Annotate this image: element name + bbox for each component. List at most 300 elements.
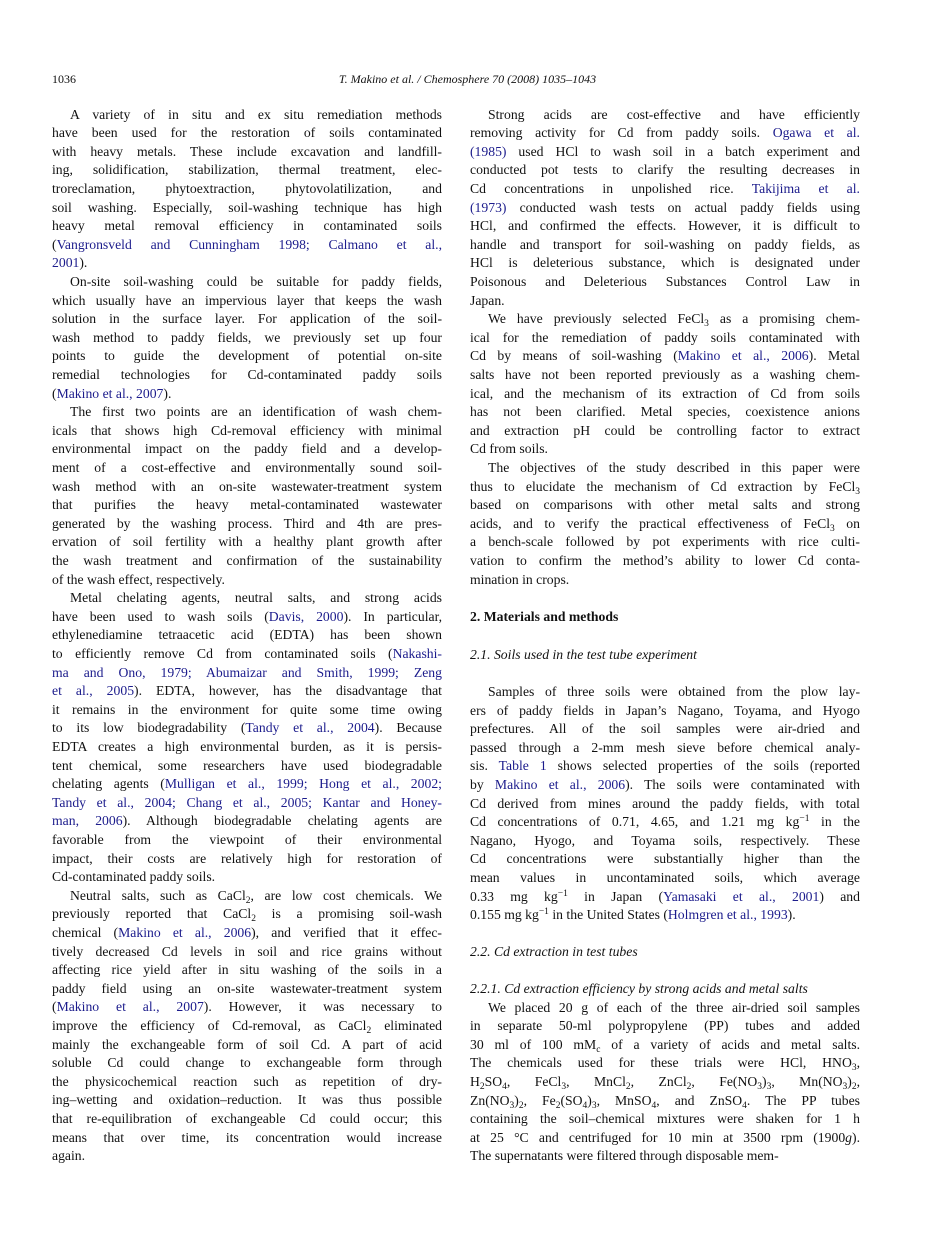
text-line bbox=[52, 1147, 442, 1166]
text-line bbox=[470, 440, 860, 459]
text-run: ( bbox=[52, 385, 57, 401]
text-line bbox=[52, 236, 442, 255]
text-line bbox=[52, 701, 442, 720]
paragraph bbox=[470, 310, 860, 459]
subscript: 4 bbox=[651, 1100, 657, 1111]
text-run: ). EDTA, however, has the disadvantage that bbox=[134, 683, 442, 699]
text-run: soil washing. Especially, soil-washing technique has high bbox=[52, 199, 442, 215]
paragraph bbox=[52, 106, 442, 273]
subscript: 4 bbox=[742, 1100, 747, 1111]
citation-link[interactable]: Ogawa et al. bbox=[772, 125, 860, 141]
text-line bbox=[470, 1147, 860, 1166]
subscript: 2 bbox=[479, 1082, 485, 1092]
text-run: Neutral salts, such as CaCl bbox=[70, 887, 246, 903]
text-run: have been used for the restoration of soils contaminated bbox=[52, 125, 442, 141]
text-line bbox=[52, 329, 442, 348]
citation-link[interactable]: Makino et al., 2006 bbox=[677, 348, 809, 364]
text-line bbox=[470, 199, 860, 218]
text-line bbox=[470, 869, 860, 888]
text-line bbox=[52, 775, 442, 794]
subscript: 3 bbox=[561, 1082, 567, 1092]
text-line bbox=[52, 571, 442, 590]
text-line bbox=[52, 608, 442, 627]
text-line bbox=[52, 403, 442, 422]
text-run: ethylenediamine tetraacetic acid (EDTA) has been shown bbox=[52, 627, 442, 643]
text-run: ( bbox=[52, 999, 57, 1015]
citation-link[interactable]: Nakashi- bbox=[392, 646, 442, 662]
text-line bbox=[52, 124, 442, 143]
text-run: environmental impact on the paddy field and a develop- bbox=[52, 441, 442, 457]
text-run: On-site soil-washing could be suitable for paddy fields, bbox=[70, 274, 442, 290]
text-line bbox=[52, 719, 442, 738]
text-run: in separate 50-ml polypropylene (PP) tubes and added bbox=[470, 1018, 860, 1034]
citation-link[interactable]: Tandy et al., 2004; Chang et al., 2005; Kantar and Honey- bbox=[52, 794, 442, 810]
text-line bbox=[470, 533, 860, 552]
text-line bbox=[470, 329, 860, 348]
text-line bbox=[52, 924, 442, 943]
text-run: ( bbox=[52, 236, 57, 252]
text-run: it remains in the environment for quite some time owing bbox=[52, 701, 442, 717]
subscript: 3 bbox=[851, 1063, 857, 1074]
text-line bbox=[470, 1017, 860, 1036]
text-run: sis. bbox=[470, 758, 499, 774]
text-run: 0.33 mg kg bbox=[470, 888, 558, 904]
text-run: , bbox=[856, 1055, 860, 1071]
text-run: , are low cost chemicals. We bbox=[250, 887, 442, 903]
text-run: at 25 °C and centrifuged for 10 min at 3500 rpm (1900 bbox=[470, 1129, 846, 1145]
text-run: again. bbox=[52, 1148, 86, 1164]
citation-link[interactable]: Makino et al., 2007 bbox=[56, 999, 204, 1015]
text-run: based on comparisons with other metal salts and strong bbox=[470, 497, 860, 513]
text-run: eliminated bbox=[371, 1018, 442, 1034]
text-line bbox=[470, 403, 860, 422]
text-line bbox=[52, 292, 442, 311]
text-line bbox=[470, 478, 860, 497]
text-run: on bbox=[834, 515, 860, 531]
text-run: wash method to paddy fields, we previously set up four bbox=[52, 329, 442, 345]
text-line bbox=[52, 589, 442, 608]
text-run: ). bbox=[852, 1129, 860, 1145]
text-run: We have previously selected FeCl bbox=[488, 311, 705, 327]
text-run: mean values in uncontaminated soils, which average bbox=[470, 869, 860, 885]
paragraph bbox=[470, 683, 860, 925]
text-line bbox=[470, 888, 860, 907]
text-run: removing activity for Cd from paddy soils. bbox=[470, 125, 773, 141]
citation-link[interactable]: Table 1 bbox=[498, 758, 547, 774]
text-run: that purifies the heavy metal-contaminated wastewater bbox=[52, 497, 442, 513]
italic-text: g bbox=[845, 1129, 853, 1145]
text-run: acids, and to verify the practical effectiveness of FeCl bbox=[470, 515, 831, 531]
text-run: to efficiently remove Cd from contaminated soils ( bbox=[52, 646, 393, 662]
text-run: of a variety of acids and metal salts. bbox=[600, 1036, 860, 1052]
text-run: ). Because bbox=[374, 720, 442, 736]
superscript: −1 bbox=[557, 888, 568, 899]
paragraph bbox=[52, 589, 442, 887]
text-run: ical for the remediation of paddy soils contaminated with bbox=[470, 329, 860, 345]
text-run: , FeCl bbox=[506, 1074, 562, 1090]
text-line bbox=[470, 757, 860, 776]
subscript: 3 bbox=[855, 486, 860, 497]
text-run: ). bbox=[163, 385, 172, 401]
text-run: , ZnCl bbox=[630, 1074, 687, 1090]
text-line bbox=[470, 739, 860, 758]
text-run: Cd concentrations of 0.71, 4.65, and 1.21 mg kg bbox=[470, 814, 800, 830]
text-run: Samples of three soils were obtained from the plow lay- bbox=[488, 684, 860, 699]
text-line bbox=[52, 180, 442, 199]
text-run: the wash treatment and confirmation of the sustainability bbox=[52, 553, 442, 569]
paragraph bbox=[52, 887, 442, 1166]
text-run: ). Metal bbox=[808, 348, 860, 364]
text-line bbox=[52, 552, 442, 571]
text-line bbox=[52, 682, 442, 701]
text-line bbox=[52, 366, 442, 385]
text-run: wash method with an on-site wastewater-treatment system bbox=[52, 478, 442, 494]
text-run: chemical ( bbox=[52, 925, 119, 941]
text-line bbox=[52, 943, 442, 962]
text-run: conducted pot tests to clarify the resulting decreases in bbox=[470, 162, 860, 178]
text-line bbox=[470, 1129, 860, 1148]
text-run: conducted wash tests on actual paddy fields using bbox=[506, 199, 860, 215]
text-run: handle and transport for soil-washing on paddy fields, as bbox=[470, 236, 860, 252]
text-run: , and ZnSO bbox=[656, 1092, 743, 1108]
text-run: to its low biodegradability ( bbox=[52, 720, 246, 736]
text-run: ). Although biodegradable chelating agents are bbox=[122, 813, 442, 829]
text-run: mainly the exchangeable form of soil Cd. A part of acid bbox=[52, 1036, 442, 1052]
text-line bbox=[52, 1036, 442, 1055]
text-line bbox=[52, 347, 442, 366]
text-line bbox=[52, 422, 442, 441]
text-run: used HCl to wash soil in a batch experiment and bbox=[506, 143, 860, 159]
text-line bbox=[470, 292, 860, 311]
subscript: 2 bbox=[555, 1100, 561, 1111]
text-run: . The PP tubes bbox=[746, 1092, 860, 1108]
text-line bbox=[52, 812, 442, 831]
text-line bbox=[52, 1091, 442, 1110]
text-run: and extraction pH could be controlling factor to extract bbox=[470, 422, 860, 438]
superscript: −1 bbox=[538, 907, 549, 918]
text-run: (SO bbox=[560, 1092, 583, 1108]
text-line bbox=[52, 254, 442, 273]
text-run: EDTA creates a high environmental burden, as it is persis- bbox=[52, 739, 442, 755]
text-line bbox=[52, 310, 442, 329]
subscript: 3 bbox=[842, 1082, 848, 1092]
text-line bbox=[52, 757, 442, 776]
citation-link[interactable]: et al., 2005 bbox=[52, 683, 135, 699]
text-run: as a promising chem- bbox=[708, 311, 860, 327]
text-line bbox=[470, 1092, 860, 1111]
text-line bbox=[52, 831, 442, 850]
text-run: ing, solidification, stabilization, thermal treatment, elec- bbox=[52, 162, 442, 178]
text-line bbox=[470, 273, 860, 292]
text-run: The first two points are an identification of wash chem- bbox=[70, 404, 442, 420]
citation-link[interactable]: (1985) bbox=[470, 143, 507, 159]
text-run: ). bbox=[787, 907, 796, 923]
subscript: 4 bbox=[582, 1100, 588, 1111]
text-run: paddy field using an on-site wastewater-treatment system bbox=[52, 980, 442, 996]
paragraph bbox=[470, 999, 860, 1166]
text-run: soluble Cd could change to exchangeable form through bbox=[52, 1055, 442, 1071]
text-run: has not been clarified. Metal species, coexistence anions bbox=[470, 404, 860, 420]
text-run: Cd from soils. bbox=[470, 441, 548, 457]
text-line bbox=[52, 868, 442, 887]
text-run: HCl, and confirmed the effects. However, it is difficult to bbox=[470, 218, 860, 234]
text-run: ). The soils were contaminated with bbox=[625, 776, 860, 792]
text-line bbox=[470, 180, 860, 199]
text-line bbox=[52, 385, 442, 404]
text-run: ers of paddy fields in Japan’s Nagano, Toyama, and Hyogo bbox=[470, 702, 860, 718]
text-run: Cd derived from mines around the paddy fields, with total bbox=[470, 795, 860, 811]
text-run: Cd concentrations were substantially higher than the bbox=[470, 851, 860, 867]
text-line bbox=[52, 1017, 442, 1036]
text-run: The objectives of the study described in this paper were bbox=[488, 460, 860, 476]
text-line bbox=[470, 310, 860, 329]
text-run: We placed 20 g of each of the three air-dried soil samples bbox=[488, 999, 860, 1015]
text-run: A variety of in situ and ex situ remediation methods bbox=[70, 106, 442, 122]
subscript: 2 bbox=[518, 1100, 524, 1111]
text-run: troreclamation, phytoextraction, phytovolatilization, and bbox=[52, 181, 442, 197]
text-run: , Fe bbox=[523, 1092, 556, 1108]
text-line bbox=[470, 1073, 860, 1092]
text-run: 0.155 mg kg bbox=[470, 907, 539, 923]
text-run: a bench-scale followed by pot experiments with rice culti- bbox=[470, 534, 860, 550]
text-run: tent chemical, some researchers have used biodegradable bbox=[52, 757, 442, 773]
subscript: 2 bbox=[245, 895, 251, 906]
citation-link[interactable]: Yamasaki et al., 2001 bbox=[663, 888, 820, 904]
text-line bbox=[52, 199, 442, 218]
text-line bbox=[470, 999, 860, 1018]
text-line bbox=[52, 645, 442, 664]
text-line bbox=[52, 794, 442, 813]
citation-link[interactable]: 2001 bbox=[52, 255, 80, 271]
text-run: points to guide the development of potential on-site bbox=[52, 348, 442, 364]
text-run: containing the soil–chemical mixtures were shaken for 1 h bbox=[470, 1111, 860, 1127]
text-run: in the United States ( bbox=[548, 907, 668, 923]
citation-link[interactable]: Tandy et al., 2004 bbox=[245, 720, 375, 736]
text-line bbox=[52, 905, 442, 924]
subscript: 2 bbox=[625, 1082, 631, 1092]
subscript: 3 bbox=[509, 1100, 515, 1111]
text-line bbox=[52, 664, 442, 683]
superscript: −1 bbox=[799, 814, 810, 825]
text-line bbox=[470, 236, 860, 255]
text-line bbox=[52, 1054, 442, 1073]
text-line bbox=[52, 515, 442, 534]
citation-link[interactable]: man, 2006 bbox=[52, 813, 123, 829]
subsection-heading: 2.2. Cd extraction in test tubes bbox=[470, 944, 638, 959]
text-line bbox=[470, 1054, 860, 1073]
text-run: chelating agents ( bbox=[52, 776, 165, 792]
text-run: previously reported that CaCl bbox=[52, 906, 252, 922]
subsection-heading: 2.2.1. Cd extraction efficiency by strong acids and metal salts bbox=[470, 981, 808, 996]
text-line bbox=[470, 776, 860, 795]
text-run: have been used to wash soils ( bbox=[52, 608, 269, 624]
text-run: Zn(NO bbox=[470, 1092, 510, 1108]
text-run: 30 ml of 100 mM bbox=[470, 1036, 597, 1052]
citation-link[interactable]: Makino et al., 2006 bbox=[118, 925, 252, 941]
text-run: which usually have an impervious layer that keeps the wash bbox=[52, 292, 442, 308]
text-run: Japan. bbox=[470, 292, 505, 308]
text-line bbox=[470, 217, 860, 236]
text-run: ), and verified that it effec- bbox=[251, 925, 442, 941]
text-run: ). bbox=[79, 255, 88, 271]
text-line bbox=[470, 124, 860, 143]
paragraph bbox=[470, 106, 860, 311]
text-line bbox=[52, 1110, 442, 1129]
text-run: in Japan ( bbox=[567, 888, 664, 904]
text-line bbox=[470, 459, 860, 478]
text-run: vation to confirm the method’s ability to lower Cd conta- bbox=[470, 553, 860, 569]
text-line bbox=[52, 217, 442, 236]
text-line bbox=[52, 1129, 442, 1148]
subsection-heading: 2.1. Soils used in the test tube experiment bbox=[470, 647, 697, 662]
citation-link[interactable]: Makino et al., 2007 bbox=[56, 385, 164, 401]
text-line bbox=[470, 813, 860, 832]
text-line bbox=[470, 366, 860, 385]
text-run: means that over time, its concentration would increase bbox=[52, 1129, 442, 1145]
text-run: ) and bbox=[819, 888, 860, 904]
text-line bbox=[52, 850, 442, 869]
text-run: is a promising soil-wash bbox=[255, 906, 442, 922]
text-run: ) bbox=[514, 1092, 519, 1108]
text-run: ) bbox=[587, 1092, 592, 1108]
text-line bbox=[52, 478, 442, 497]
text-run: passed through a 2-mm mesh sieve before chemical analy- bbox=[470, 739, 860, 755]
text-run: Cd by means of soil-washing ( bbox=[470, 348, 678, 364]
text-line bbox=[52, 106, 442, 125]
text-line bbox=[52, 738, 442, 757]
text-run: mination in crops. bbox=[470, 571, 570, 587]
subscript: 2 bbox=[251, 914, 256, 925]
text-run: shows selected properties of the soils (reported bbox=[546, 758, 860, 774]
text-line bbox=[470, 496, 860, 515]
paragraph bbox=[52, 403, 442, 589]
text-line bbox=[52, 459, 442, 478]
text-run: the physicochemical reaction such as repetition of dry- bbox=[52, 1073, 442, 1089]
text-line bbox=[470, 832, 860, 851]
text-run: HCl is deleterious substance, which is designated under bbox=[470, 255, 860, 271]
text-run: icals that shows high Cd-removal efficiency with minimal bbox=[52, 422, 442, 438]
text-run: , MnSO bbox=[596, 1092, 652, 1108]
text-run: The chemicals used for these trials were HCl, HNO bbox=[470, 1055, 852, 1071]
subscript: 3 bbox=[830, 523, 835, 534]
text-run: ing–wetting and oxidation–reduction. It was thus possible bbox=[52, 1092, 442, 1108]
text-line bbox=[470, 347, 860, 366]
text-line bbox=[52, 998, 442, 1017]
paragraph bbox=[52, 273, 442, 403]
text-line bbox=[52, 273, 442, 292]
text-line bbox=[470, 385, 860, 404]
citation-link[interactable]: Takijima et al. bbox=[751, 181, 860, 197]
text-run: ). However, it was necessary to bbox=[203, 999, 442, 1015]
text-line bbox=[470, 702, 860, 721]
text-run: , MnCl bbox=[566, 1074, 626, 1090]
text-line bbox=[470, 906, 860, 925]
citation-link[interactable]: Mulligan et al., 1999; Hong et al., 2002; bbox=[164, 776, 442, 792]
text-line bbox=[470, 571, 860, 590]
subscript: 3 bbox=[704, 319, 709, 329]
running-header: T. Makino et al. / Chemosphere 70 (2008) 1035–1043 bbox=[338, 72, 597, 86]
paragraph bbox=[470, 459, 860, 589]
subscript: 3 bbox=[591, 1100, 597, 1111]
text-run: ervation of soil fertility with a healthy plant growth after bbox=[52, 534, 442, 550]
text-line bbox=[52, 440, 442, 459]
text-run: that re-equilibration of exchangeable Cd could occur; this bbox=[52, 1111, 442, 1127]
text-run: Cd-contaminated paddy soils. bbox=[52, 869, 216, 885]
text-line bbox=[470, 422, 860, 441]
citation-link[interactable]: (1973) bbox=[470, 199, 507, 215]
text-run: heavy metal removal efficiency in contaminated soils bbox=[52, 218, 442, 234]
text-run: ). In particular, bbox=[343, 608, 442, 624]
citation-link[interactable]: Vangronsveld and Cunningham 1998; Calmano et al., bbox=[56, 236, 442, 252]
text-run: with heavy metals. These include excavation and landfill- bbox=[52, 143, 442, 159]
subscript: 4 bbox=[502, 1082, 507, 1092]
text-run: ) bbox=[847, 1074, 852, 1090]
subscript: 3 bbox=[757, 1082, 763, 1092]
text-line bbox=[470, 515, 860, 534]
text-run: H bbox=[470, 1074, 480, 1090]
text-run: of the wash effect, respectively. bbox=[52, 571, 225, 587]
subscript: c bbox=[596, 1044, 601, 1055]
text-run: solution in the surface layer. For application of the soil- bbox=[52, 311, 442, 327]
text-run: Metal chelating agents, neutral salts, and strong acids bbox=[70, 590, 442, 606]
text-run: , Fe(NO bbox=[691, 1074, 758, 1090]
citation-link[interactable]: ma and Ono, 1979; Abumaizar and Smith, 1999; Zeng bbox=[52, 664, 442, 680]
text-run: remedial technologies for Cd-contaminated paddy soils bbox=[52, 367, 442, 383]
text-line bbox=[52, 980, 442, 999]
text-line bbox=[52, 533, 442, 552]
citation-link[interactable]: Davis, 2000 bbox=[268, 608, 344, 624]
text-line bbox=[470, 552, 860, 571]
text-line bbox=[470, 850, 860, 869]
section-heading: 2. Materials and methods bbox=[470, 609, 619, 624]
text-run: favorable from the viewpoint of their environmental bbox=[52, 832, 442, 848]
text-run: prefectures. All of the soil samples were air-dried and bbox=[470, 721, 860, 737]
text-run: impact, their costs are relatively high for restoration of bbox=[52, 850, 442, 866]
text-line bbox=[52, 887, 442, 906]
text-run: Nagano, Hyogo, and Toyama soils, respectively. These bbox=[470, 832, 860, 848]
subscript: 2 bbox=[851, 1082, 857, 1092]
text-line bbox=[470, 720, 860, 739]
subscript: 2 bbox=[686, 1082, 692, 1092]
text-line bbox=[470, 106, 860, 125]
text-run: Strong acids are cost-effective and have efficiently bbox=[488, 106, 860, 122]
text-run: Cd concentrations in unpolished rice. bbox=[470, 181, 752, 197]
text-line bbox=[470, 1036, 860, 1055]
text-run: improve the efficiency of Cd-removal, as CaCl bbox=[52, 1018, 367, 1034]
text-run: ment of a cost-effective and environmentally sound soil- bbox=[52, 460, 442, 476]
text-line bbox=[52, 961, 442, 980]
text-line bbox=[52, 1073, 442, 1092]
text-line bbox=[470, 254, 860, 273]
text-line bbox=[52, 143, 442, 162]
text-run: tively decreased Cd levels in soil and rice grains without bbox=[52, 943, 442, 959]
citation-link[interactable]: Makino et al., 2006 bbox=[494, 776, 626, 792]
text-line bbox=[470, 161, 860, 180]
subscript: 3 bbox=[766, 1082, 772, 1092]
text-run: , Mn(NO bbox=[771, 1074, 843, 1090]
text-run: , bbox=[856, 1074, 860, 1090]
text-run: ) bbox=[762, 1074, 767, 1090]
text-line bbox=[470, 683, 860, 702]
text-run: SO bbox=[484, 1074, 503, 1090]
text-run: Poisonous and Deleterious Substances Control Law in bbox=[470, 274, 860, 290]
text-run: generated by the washing process. Third and 4th are pres- bbox=[52, 515, 442, 531]
text-line bbox=[52, 626, 442, 645]
text-run: thus to elucidate the mechanism of Cd extraction by FeCl bbox=[470, 478, 856, 494]
text-run: The supernatants were filtered through disposable mem- bbox=[470, 1148, 779, 1164]
citation-link[interactable]: Holmgren et al., 1993 bbox=[667, 907, 788, 923]
text-line bbox=[470, 1110, 860, 1129]
